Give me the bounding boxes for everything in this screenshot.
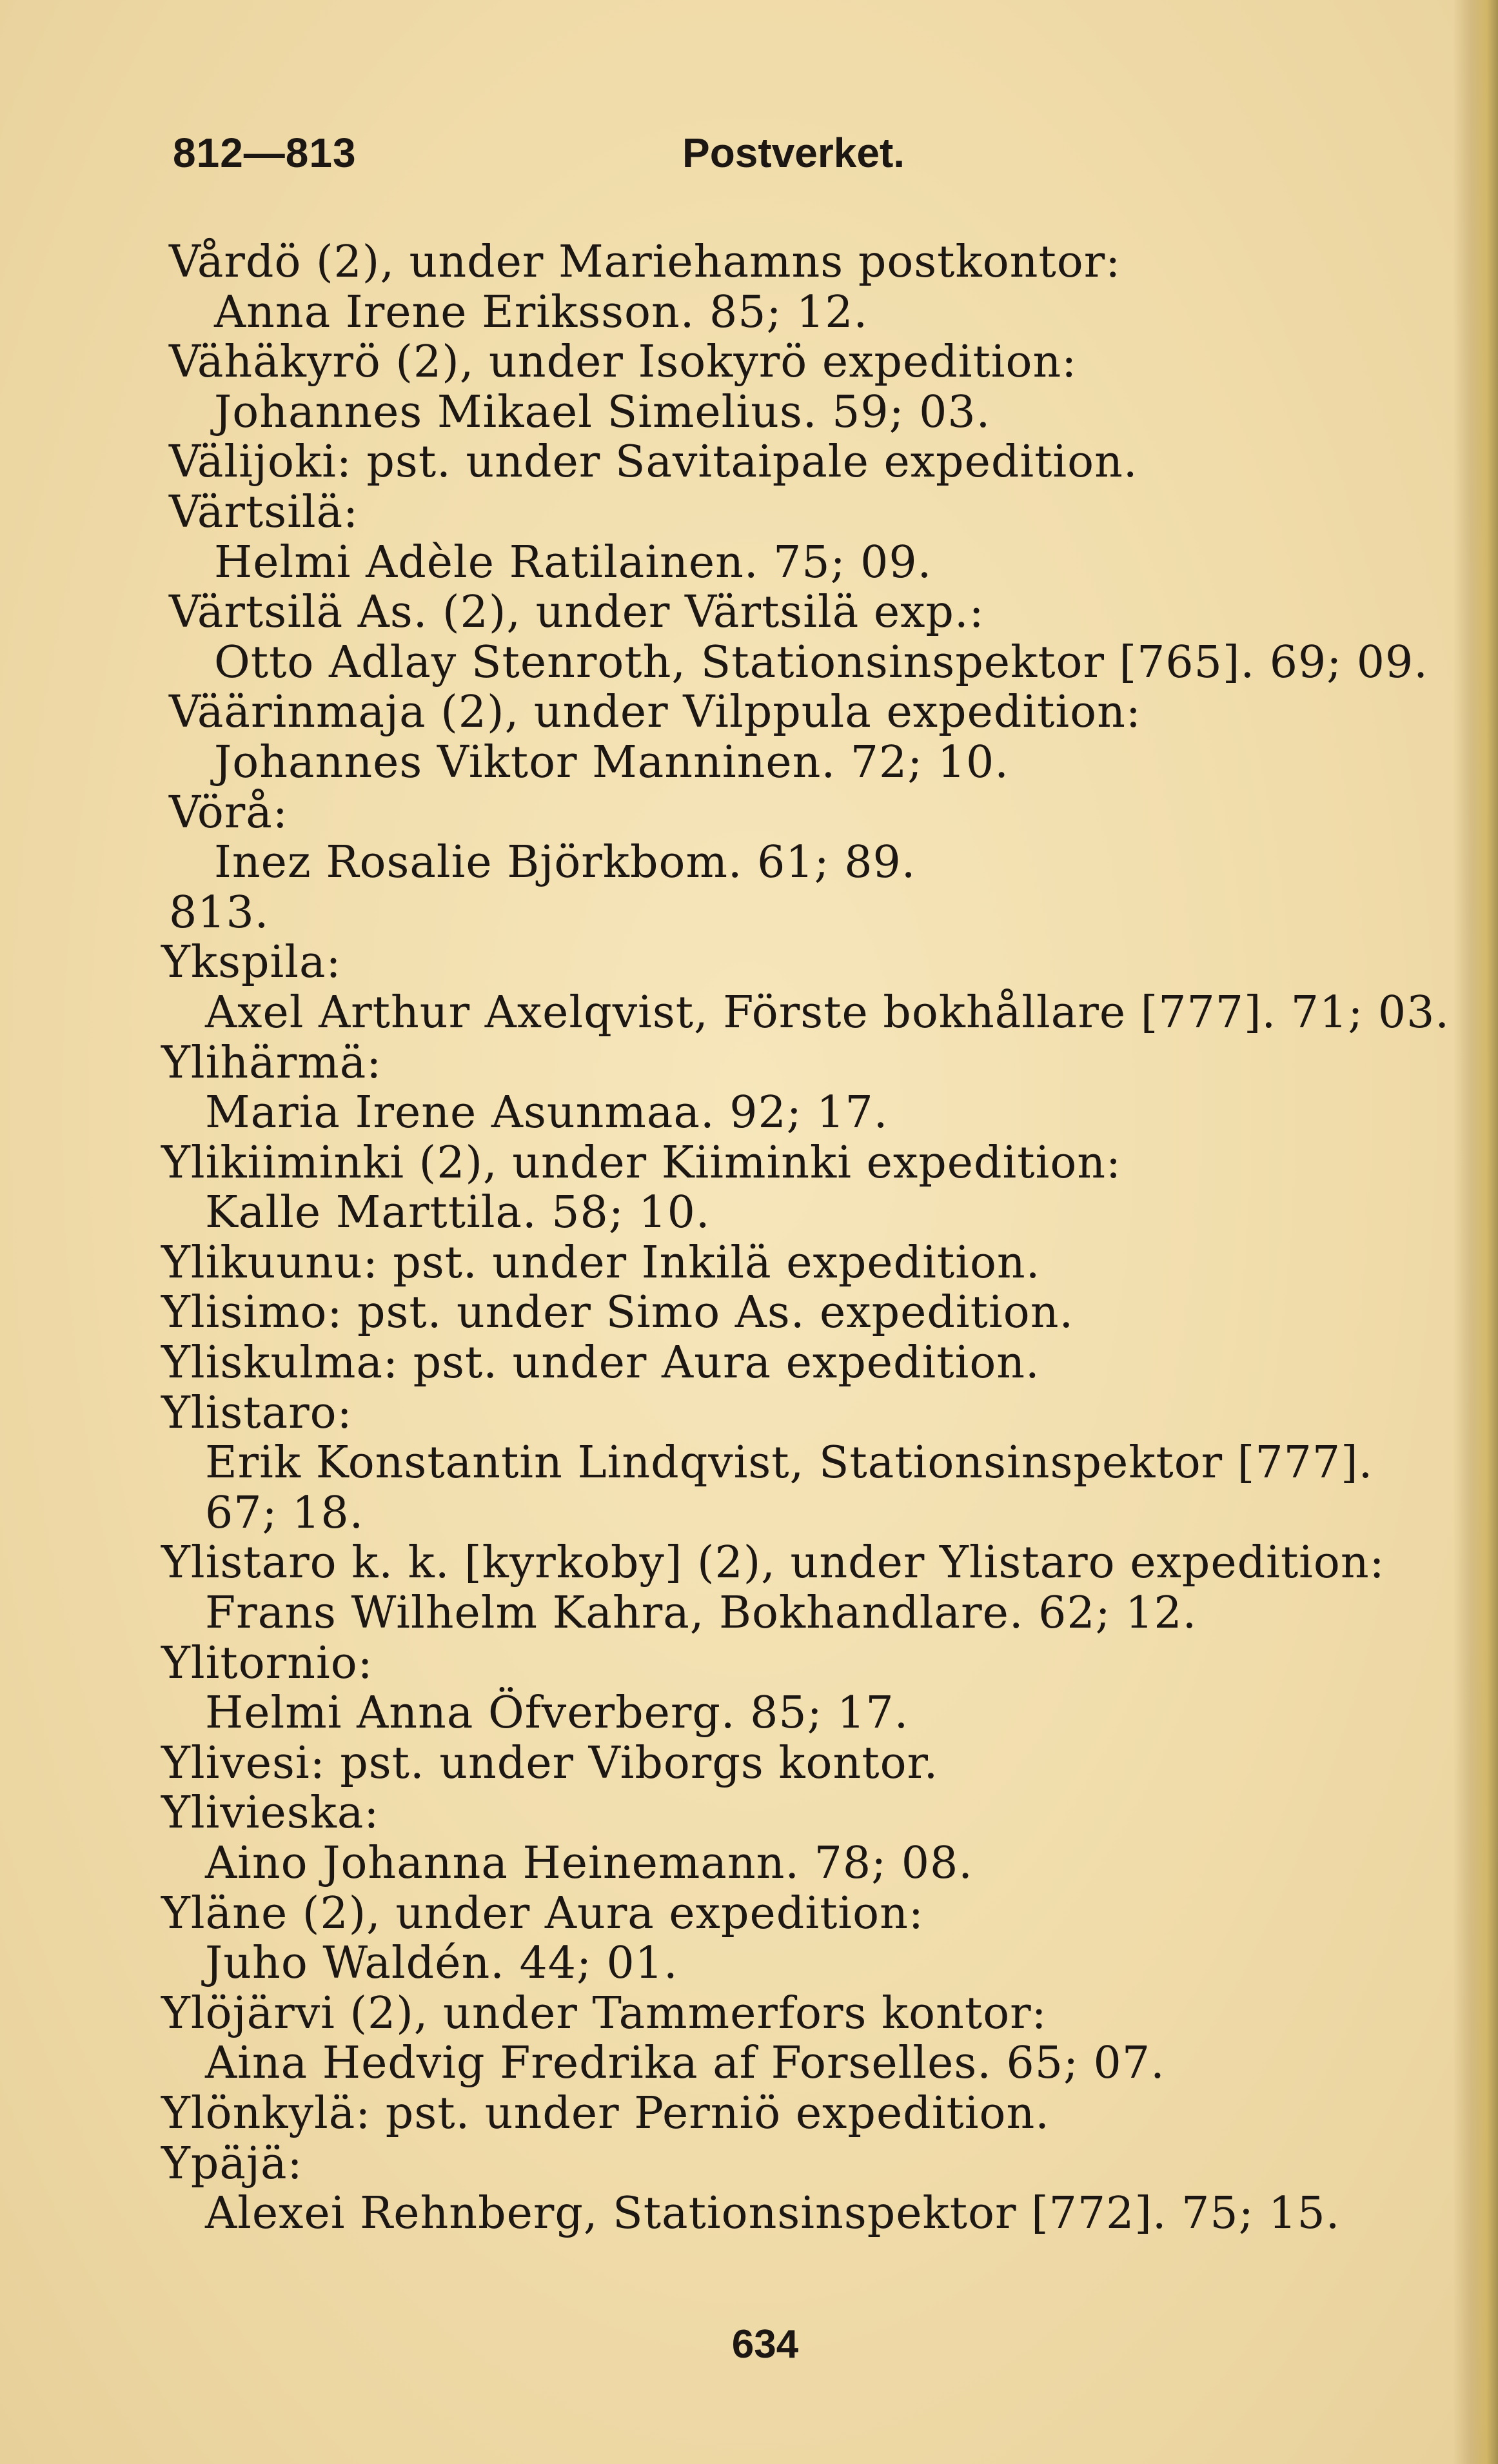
place-entry: Vähäkyrö (2), under Isokyrö expedition: [169,337,1078,388]
place-entry: Yliskulma: pst. under Aura expedition. [161,1337,1040,1389]
place-entry: Ylivesi: pst. under Viborgs kontor. [161,1737,939,1789]
staff-entry: Juho Waldén. 44; 01. [205,1938,678,1989]
place-entry: Ylihärmä: [161,1037,382,1089]
staff-entry: Helmi Adèle Ratilainen. 75; 09. [214,537,932,588]
place-entry: Ypäjä: [161,2138,303,2189]
place-entry: Ylivieska: [161,1788,380,1839]
staff-entry: Anna Irene Eriksson. 85; 12. [214,286,869,338]
staff-entry: Otto Adlay Stenroth, Stationsinspektor [765]. 69; 09. [214,636,1428,688]
staff-entry: Frans Wilhelm Kahra, Bokhandlare. 62; 12. [205,1588,1197,1639]
staff-entry: Axel Arthur Axelqvist, Förste bokhållare [777]. 71; 03. [205,987,1450,1038]
place-entry: Värtsilä: [169,486,359,538]
place-entry: Ylistaro: [161,1387,353,1439]
place-entry: Ylistaro k. k. [kyrkoby] (2), under Ylistaro expedition: [161,1537,1385,1589]
staff-entry: Inez Rosalie Björkbom. 61; 89. [214,837,916,889]
staff-entry: Kalle Marttila. 58; 10. [205,1187,711,1239]
staff-entry: 67; 18. [205,1487,364,1539]
staff-entry: Johannes Mikael Simelius. 59; 03. [214,386,991,438]
page-number: 634 [731,2322,799,2367]
place-entry: 813. [169,887,270,938]
staff-entry: Aino Johanna Heinemann. 78; 08. [205,1838,973,1889]
place-entry: Väärinmaja (2), under Vilppula expedition: [169,687,1141,738]
staff-entry: Erik Konstantin Lindqvist, Stationsinspektor [777]. [205,1437,1374,1489]
running-header [0,129,1498,193]
place-entry: Vårdö (2), under Mariehamns postkontor: [169,237,1121,288]
place-entry: Välijoki: pst. under Savitaipale expedition. [169,437,1138,488]
directory-entries [0,237,1498,2239]
staff-entry: Alexei Rehnberg, Stationsinspektor [772]. 75; 15. [205,2188,1341,2240]
place-entry: Ylikuunu: pst. under Inkilä expedition. [161,1237,1041,1288]
staff-entry: Maria Irene Asunmaa. 92; 17. [205,1087,889,1139]
staff-entry: Johannes Viktor Manninen. 72; 10. [214,736,1009,788]
place-entry: Ylönkylä: pst. under Perniö expedition. [161,2087,1050,2139]
place-entry: Värtsilä As. (2), under Värtsilä exp.: [169,587,985,638]
page-range: 812—813 [173,130,357,176]
place-entry: Ylikiiminki (2), under Kiiminki expedition: [161,1137,1121,1188]
staff-entry: Aina Hedvig Fredrika af Forselles. 65; 07. [205,2038,1165,2089]
place-entry: Ylitornio: [161,1637,373,1689]
place-entry: Vörå: [169,787,288,838]
place-entry: Ykspila: [161,937,342,989]
staff-entry: Helmi Anna Öfverberg. 85; 17. [205,1688,909,1739]
place-entry: Ylöjärvi (2), under Tammerfors kontor: [161,1987,1047,2039]
place-entry: Ylisimo: pst. under Simo As. expedition. [161,1287,1074,1339]
running-title: Postverket. [682,130,905,176]
place-entry: Yläne (2), under Aura expedition: [161,1887,924,1939]
